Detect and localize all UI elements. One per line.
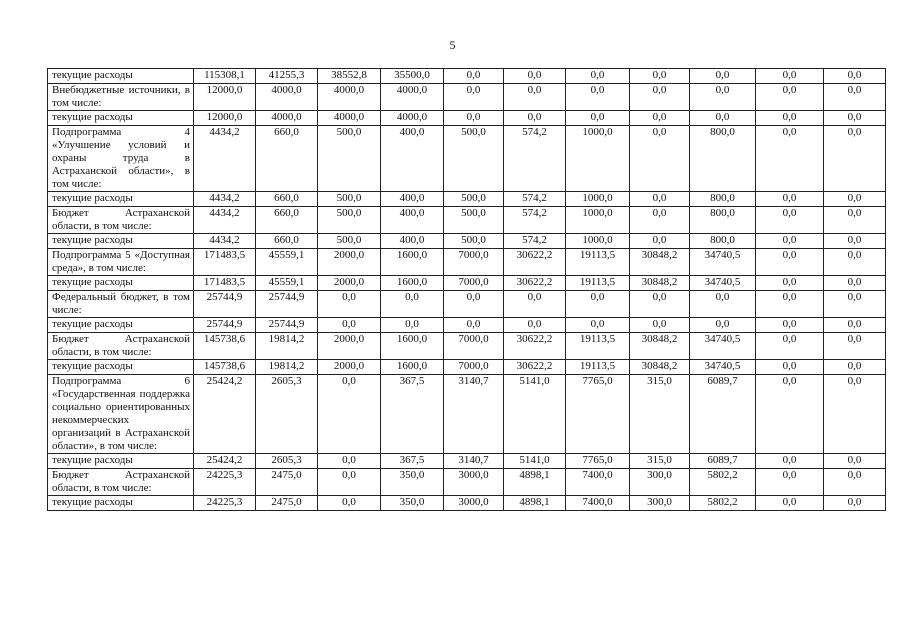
value-cell: 0,0: [824, 84, 886, 111]
value-cell: 3000,0: [444, 496, 504, 511]
value-cell: 171483,5: [194, 276, 256, 291]
value-cell: 350,0: [381, 469, 444, 496]
value-cell: 0,0: [756, 207, 824, 234]
row-label: Бюджет Астраханской области, в том числе:: [48, 333, 194, 360]
value-cell: 1600,0: [381, 249, 444, 276]
value-cell: 0,0: [756, 291, 824, 318]
value-cell: 0,0: [504, 318, 566, 333]
value-cell: 0,0: [318, 496, 381, 511]
value-cell: 0,0: [824, 234, 886, 249]
row-label: Федеральный бюджет, в том числе:: [48, 291, 194, 318]
table-row: [48, 318, 886, 333]
value-cell: 3140,7: [444, 454, 504, 469]
value-cell: 30848,2: [630, 249, 690, 276]
value-cell: 800,0: [690, 126, 756, 192]
value-cell: 367,5: [381, 375, 444, 454]
value-cell: 19113,5: [566, 333, 630, 360]
value-cell: 0,0: [756, 375, 824, 454]
value-cell: 0,0: [504, 291, 566, 318]
value-cell: 400,0: [381, 207, 444, 234]
value-cell: 300,0: [630, 469, 690, 496]
value-cell: 0,0: [630, 84, 690, 111]
value-cell: 500,0: [318, 192, 381, 207]
row-label: текущие расходы: [48, 496, 194, 511]
table-row: [48, 469, 886, 496]
value-cell: 0,0: [444, 69, 504, 84]
value-cell: 800,0: [690, 207, 756, 234]
value-cell: 4000,0: [318, 84, 381, 111]
value-cell: 0,0: [756, 84, 824, 111]
value-cell: 0,0: [381, 318, 444, 333]
value-cell: 25744,9: [194, 318, 256, 333]
value-cell: 0,0: [566, 318, 630, 333]
value-cell: 0,0: [630, 111, 690, 126]
value-cell: 7000,0: [444, 333, 504, 360]
value-cell: 145738,6: [194, 360, 256, 375]
value-cell: 4000,0: [318, 111, 381, 126]
row-label: Бюджет Астраханской области, в том числе:: [48, 207, 194, 234]
value-cell: 800,0: [690, 192, 756, 207]
value-cell: 500,0: [318, 234, 381, 249]
row-label: Внебюджетные источники, в том числе:: [48, 84, 194, 111]
value-cell: 500,0: [444, 126, 504, 192]
value-cell: 0,0: [824, 126, 886, 192]
value-cell: 5802,2: [690, 469, 756, 496]
value-cell: 0,0: [824, 249, 886, 276]
value-cell: 4898,1: [504, 469, 566, 496]
row-label: Подпрограмма 5 «Доступная среда», в том числе:: [48, 249, 194, 276]
value-cell: 0,0: [756, 454, 824, 469]
value-cell: 6089,7: [690, 375, 756, 454]
value-cell: 0,0: [318, 469, 381, 496]
value-cell: 0,0: [318, 291, 381, 318]
row-label: текущие расходы: [48, 360, 194, 375]
value-cell: 0,0: [824, 318, 886, 333]
value-cell: 4000,0: [381, 84, 444, 111]
value-cell: 171483,5: [194, 249, 256, 276]
value-cell: 7400,0: [566, 469, 630, 496]
value-cell: 19814,2: [256, 333, 318, 360]
value-cell: 30622,2: [504, 360, 566, 375]
value-cell: 0,0: [690, 318, 756, 333]
value-cell: 0,0: [824, 291, 886, 318]
value-cell: 0,0: [630, 126, 690, 192]
value-cell: 5802,2: [690, 496, 756, 511]
value-cell: 4434,2: [194, 234, 256, 249]
value-cell: 660,0: [256, 207, 318, 234]
value-cell: 0,0: [504, 84, 566, 111]
budget-table-body: [48, 69, 886, 511]
value-cell: 1600,0: [381, 333, 444, 360]
row-label: текущие расходы: [48, 69, 194, 84]
value-cell: 30622,2: [504, 333, 566, 360]
value-cell: 7765,0: [566, 454, 630, 469]
row-label: текущие расходы: [48, 192, 194, 207]
table-row: [48, 84, 886, 111]
row-label: текущие расходы: [48, 454, 194, 469]
value-cell: 0,0: [630, 192, 690, 207]
value-cell: 400,0: [381, 192, 444, 207]
value-cell: 0,0: [566, 84, 630, 111]
value-cell: 400,0: [381, 234, 444, 249]
table-row: [48, 496, 886, 511]
value-cell: 4898,1: [504, 496, 566, 511]
value-cell: 0,0: [444, 84, 504, 111]
value-cell: 0,0: [756, 333, 824, 360]
value-cell: 0,0: [824, 454, 886, 469]
value-cell: 30848,2: [630, 276, 690, 291]
table-row: [48, 276, 886, 291]
value-cell: 19113,5: [566, 360, 630, 375]
value-cell: 0,0: [630, 291, 690, 318]
value-cell: 1000,0: [566, 234, 630, 249]
value-cell: 660,0: [256, 126, 318, 192]
value-cell: 30848,2: [630, 360, 690, 375]
value-cell: 25744,9: [256, 318, 318, 333]
value-cell: 3140,7: [444, 375, 504, 454]
value-cell: 500,0: [318, 126, 381, 192]
value-cell: 2000,0: [318, 333, 381, 360]
value-cell: 1000,0: [566, 126, 630, 192]
value-cell: 34740,5: [690, 360, 756, 375]
value-cell: 1600,0: [381, 276, 444, 291]
value-cell: 0,0: [690, 84, 756, 111]
value-cell: 0,0: [690, 69, 756, 84]
value-cell: 0,0: [318, 318, 381, 333]
value-cell: 19113,5: [566, 249, 630, 276]
value-cell: 12000,0: [194, 111, 256, 126]
value-cell: 24225,3: [194, 496, 256, 511]
value-cell: 34740,5: [690, 276, 756, 291]
value-cell: 25744,9: [194, 291, 256, 318]
value-cell: 0,0: [824, 333, 886, 360]
value-cell: 0,0: [824, 496, 886, 511]
value-cell: 0,0: [690, 111, 756, 126]
value-cell: 2475,0: [256, 469, 318, 496]
value-cell: 4000,0: [256, 84, 318, 111]
value-cell: 0,0: [824, 360, 886, 375]
value-cell: 7000,0: [444, 360, 504, 375]
value-cell: 0,0: [630, 234, 690, 249]
value-cell: 1600,0: [381, 360, 444, 375]
table-row: [48, 454, 886, 469]
value-cell: 500,0: [444, 234, 504, 249]
value-cell: 34740,5: [690, 333, 756, 360]
value-cell: 2605,3: [256, 375, 318, 454]
value-cell: 0,0: [824, 111, 886, 126]
value-cell: 660,0: [256, 192, 318, 207]
value-cell: 0,0: [630, 318, 690, 333]
value-cell: 0,0: [566, 111, 630, 126]
value-cell: 0,0: [824, 276, 886, 291]
value-cell: 0,0: [690, 291, 756, 318]
value-cell: 2605,3: [256, 454, 318, 469]
value-cell: 367,5: [381, 454, 444, 469]
value-cell: 19814,2: [256, 360, 318, 375]
budget-table: [47, 68, 886, 511]
value-cell: 0,0: [318, 375, 381, 454]
value-cell: 574,2: [504, 234, 566, 249]
value-cell: 0,0: [756, 234, 824, 249]
value-cell: 19113,5: [566, 276, 630, 291]
value-cell: 2475,0: [256, 496, 318, 511]
value-cell: 3000,0: [444, 469, 504, 496]
value-cell: 0,0: [504, 69, 566, 84]
value-cell: 0,0: [630, 207, 690, 234]
value-cell: 0,0: [756, 249, 824, 276]
value-cell: 24225,3: [194, 469, 256, 496]
value-cell: 0,0: [824, 469, 886, 496]
table-row: [48, 69, 886, 84]
table-row: [48, 234, 886, 249]
value-cell: 300,0: [630, 496, 690, 511]
value-cell: 30622,2: [504, 249, 566, 276]
value-cell: 574,2: [504, 126, 566, 192]
value-cell: 7400,0: [566, 496, 630, 511]
table-row: [48, 360, 886, 375]
row-label: Подпрограмма 6 «Государственная поддержка социально ориентированных некоммерческих организаций в Астраханской области», в том числе:: [48, 375, 194, 454]
value-cell: 0,0: [444, 291, 504, 318]
value-cell: 2000,0: [318, 360, 381, 375]
table-row: [48, 207, 886, 234]
value-cell: 38552,8: [318, 69, 381, 84]
value-cell: 4000,0: [256, 111, 318, 126]
value-cell: 0,0: [824, 69, 886, 84]
value-cell: 574,2: [504, 192, 566, 207]
value-cell: 0,0: [566, 69, 630, 84]
value-cell: 350,0: [381, 496, 444, 511]
value-cell: 0,0: [756, 276, 824, 291]
value-cell: 7000,0: [444, 249, 504, 276]
table-row: [48, 192, 886, 207]
value-cell: 0,0: [756, 126, 824, 192]
row-label: текущие расходы: [48, 234, 194, 249]
value-cell: 4000,0: [381, 111, 444, 126]
value-cell: 0,0: [444, 318, 504, 333]
value-cell: 25424,2: [194, 375, 256, 454]
row-label: текущие расходы: [48, 276, 194, 291]
value-cell: 315,0: [630, 454, 690, 469]
value-cell: 1000,0: [566, 192, 630, 207]
table-row: [48, 291, 886, 318]
value-cell: 45559,1: [256, 249, 318, 276]
value-cell: 4434,2: [194, 207, 256, 234]
value-cell: 35500,0: [381, 69, 444, 84]
value-cell: 6089,7: [690, 454, 756, 469]
value-cell: 0,0: [630, 69, 690, 84]
value-cell: 5141,0: [504, 454, 566, 469]
value-cell: 0,0: [381, 291, 444, 318]
value-cell: 500,0: [318, 207, 381, 234]
value-cell: 12000,0: [194, 84, 256, 111]
value-cell: 30848,2: [630, 333, 690, 360]
value-cell: 0,0: [756, 469, 824, 496]
value-cell: 0,0: [444, 111, 504, 126]
value-cell: 25744,9: [256, 291, 318, 318]
table-row: [48, 111, 886, 126]
value-cell: 0,0: [756, 111, 824, 126]
value-cell: 0,0: [318, 454, 381, 469]
table-row: [48, 126, 886, 192]
value-cell: 500,0: [444, 207, 504, 234]
value-cell: 1000,0: [566, 207, 630, 234]
value-cell: 25424,2: [194, 454, 256, 469]
value-cell: 41255,3: [256, 69, 318, 84]
value-cell: 34740,5: [690, 249, 756, 276]
value-cell: 145738,6: [194, 333, 256, 360]
value-cell: 574,2: [504, 207, 566, 234]
value-cell: 2000,0: [318, 276, 381, 291]
value-cell: 45559,1: [256, 276, 318, 291]
value-cell: 315,0: [630, 375, 690, 454]
value-cell: 0,0: [756, 318, 824, 333]
value-cell: 30622,2: [504, 276, 566, 291]
value-cell: 500,0: [444, 192, 504, 207]
value-cell: 0,0: [756, 360, 824, 375]
table-row: [48, 333, 886, 360]
value-cell: 800,0: [690, 234, 756, 249]
table-row: [48, 375, 886, 454]
row-label: текущие расходы: [48, 111, 194, 126]
value-cell: 7000,0: [444, 276, 504, 291]
value-cell: 0,0: [824, 192, 886, 207]
page-number: 5: [449, 38, 456, 52]
value-cell: 0,0: [756, 69, 824, 84]
row-label: Подпрограмма 4 «Улучшение условий и охраны труда в Астраханской области», в том числе:: [48, 126, 194, 192]
row-label: текущие расходы: [48, 318, 194, 333]
value-cell: 0,0: [824, 375, 886, 454]
value-cell: 2000,0: [318, 249, 381, 276]
value-cell: 5141,0: [504, 375, 566, 454]
value-cell: 0,0: [756, 496, 824, 511]
row-label: Бюджет Астраханской области, в том числе:: [48, 469, 194, 496]
value-cell: 400,0: [381, 126, 444, 192]
value-cell: 0,0: [504, 111, 566, 126]
value-cell: 115308,1: [194, 69, 256, 84]
value-cell: 4434,2: [194, 126, 256, 192]
value-cell: 4434,2: [194, 192, 256, 207]
value-cell: 660,0: [256, 234, 318, 249]
value-cell: 7765,0: [566, 375, 630, 454]
table-row: [48, 249, 886, 276]
value-cell: 0,0: [756, 192, 824, 207]
value-cell: 0,0: [824, 207, 886, 234]
value-cell: 0,0: [566, 291, 630, 318]
